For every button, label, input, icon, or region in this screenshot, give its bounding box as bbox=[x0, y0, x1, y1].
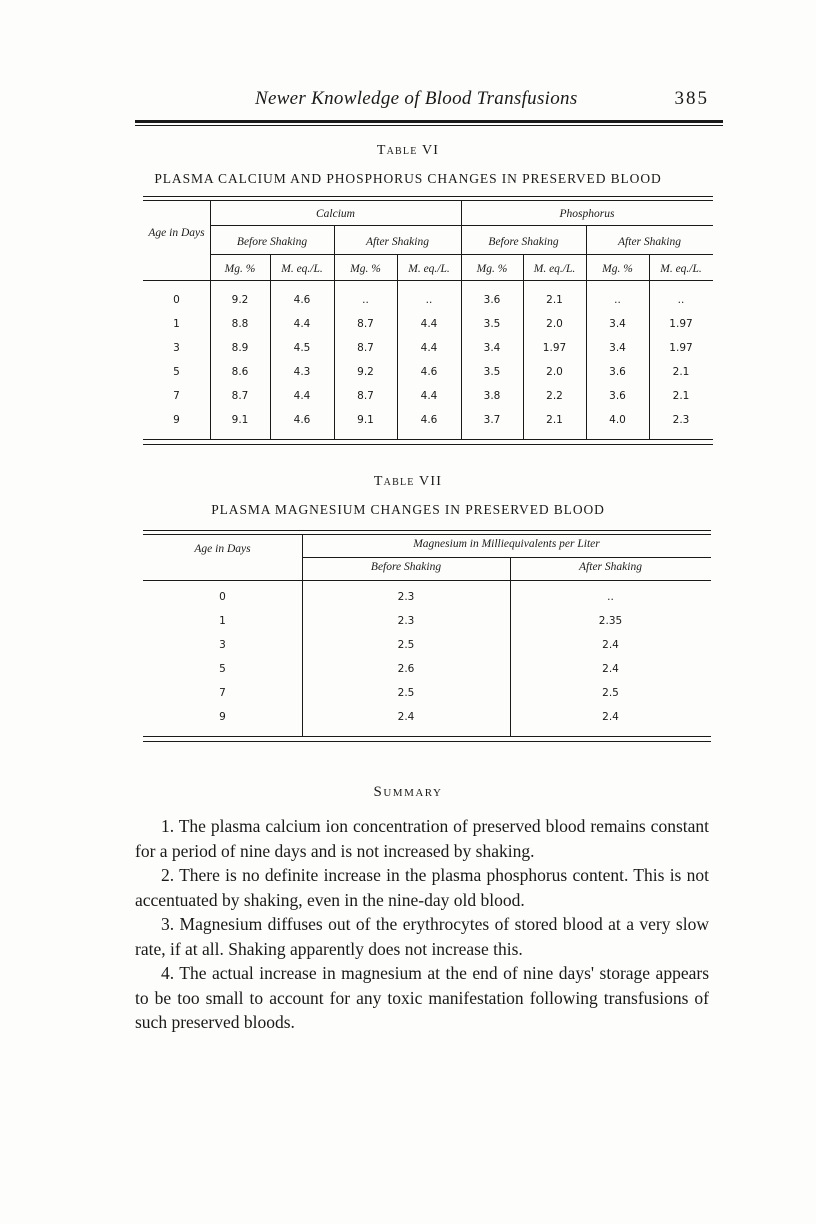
unit-header: Mg. % bbox=[476, 263, 508, 275]
age-cell: 9 bbox=[173, 414, 180, 426]
value-cell: .. bbox=[362, 294, 369, 306]
summary-paragraph: 3. Magnesium diffuses out of the erythrocytes of stored blood at a very slow rate, if at all. Shaking apparently does not increase this. bbox=[135, 914, 709, 959]
subgroup-header: Before Shaking bbox=[370, 561, 442, 573]
value-cell: 3.7 bbox=[483, 414, 501, 426]
value-cell: 2.4 bbox=[397, 711, 415, 723]
age-cell: 5 bbox=[219, 663, 226, 675]
value-cell: 9.1 bbox=[357, 414, 374, 426]
header-rule-thin bbox=[135, 125, 723, 126]
value-cell: 2.5 bbox=[397, 687, 415, 699]
value-cell: 2.3 bbox=[672, 414, 690, 426]
value-cell: 2.3 bbox=[397, 615, 415, 627]
age-cell: 5 bbox=[173, 366, 180, 378]
value-cell: 4.5 bbox=[293, 342, 311, 354]
rule bbox=[143, 196, 713, 197]
value-cell: 4.6 bbox=[420, 366, 438, 378]
rule bbox=[143, 444, 713, 445]
table6-title: PLASMA CALCIUM AND PHOSPHORUS CHANGES IN PRESERVED BLOOD bbox=[154, 171, 662, 186]
group-header: Phosphorus bbox=[559, 208, 615, 220]
value-cell: 9.1 bbox=[231, 414, 249, 426]
subgroup-header: Before Shaking bbox=[236, 236, 308, 248]
subgroup-header: Before Shaking bbox=[488, 236, 559, 248]
rule bbox=[143, 580, 711, 581]
table7-label: Table VII bbox=[373, 474, 443, 489]
value-cell: 1.97 bbox=[669, 342, 693, 354]
subgroup-header: After Shaking bbox=[579, 561, 642, 573]
age-cell: 0 bbox=[219, 591, 226, 603]
value-cell: 3.5 bbox=[483, 366, 501, 378]
rule bbox=[302, 557, 711, 558]
age-cell: 9 bbox=[219, 711, 226, 723]
age-cell: 7 bbox=[173, 390, 180, 402]
unit-header: M. eq./L. bbox=[408, 263, 450, 275]
value-cell: 1.97 bbox=[542, 342, 567, 354]
rule bbox=[143, 741, 711, 742]
summary-paragraph: 2. There is no definite increase in the plasma phosphorus content. This is not accentuated by shaking, even in the nine-day old blood. bbox=[135, 865, 709, 910]
value-cell: 2.1 bbox=[672, 366, 690, 378]
rule bbox=[143, 200, 713, 201]
age-cell: 1 bbox=[219, 615, 226, 627]
running-title: Newer Knowledge of Blood Transfusions bbox=[255, 88, 578, 109]
value-cell: 2.0 bbox=[546, 318, 563, 330]
value-cell: 8.6 bbox=[231, 366, 249, 378]
value-cell: 8.7 bbox=[357, 342, 374, 354]
rule bbox=[143, 736, 711, 737]
value-cell: 8.7 bbox=[357, 390, 374, 402]
unit-header: Mg. % bbox=[350, 263, 381, 275]
value-cell: 4.6 bbox=[293, 294, 311, 306]
value-cell: 2.4 bbox=[602, 711, 619, 723]
value-cell: 2.5 bbox=[397, 639, 415, 651]
table7 bbox=[143, 530, 711, 746]
age-cell: 3 bbox=[219, 639, 226, 651]
value-cell: 4.4 bbox=[420, 318, 438, 330]
value-cell: 9.2 bbox=[357, 366, 374, 378]
value-cell: 3.6 bbox=[483, 294, 501, 306]
value-cell: 4.0 bbox=[609, 414, 626, 426]
value-cell: 3.6 bbox=[609, 366, 626, 378]
value-cell: 2.4 bbox=[602, 639, 619, 651]
value-cell: 4.3 bbox=[293, 366, 311, 378]
value-cell: 2.1 bbox=[546, 414, 563, 426]
rule bbox=[334, 225, 335, 439]
value-cell: 2.3 bbox=[397, 591, 415, 603]
group-header: Magnesium in Milliequivalents per Liter bbox=[413, 538, 600, 550]
unit-header: M. eq./L. bbox=[660, 263, 702, 275]
value-cell: 3.8 bbox=[483, 390, 501, 402]
value-cell: 2.35 bbox=[598, 615, 623, 627]
value-cell: 1.97 bbox=[669, 318, 693, 330]
table7-title: PLASMA MAGNESIUM CHANGES IN PRESERVED BLOOD bbox=[211, 502, 605, 517]
age-cell: 1 bbox=[173, 318, 180, 330]
unit-header: M. eq./L. bbox=[533, 263, 576, 275]
running-header bbox=[135, 88, 723, 118]
unit-header: M. eq./L. bbox=[281, 263, 323, 275]
value-cell: 3.4 bbox=[483, 342, 501, 354]
unit-header: Mg. % bbox=[602, 263, 633, 275]
rule bbox=[143, 439, 713, 440]
summary-paragraph: 1. The plasma calcium ion concentration of preserved blood remains constant for a period of nine days and is not increased by shaking. bbox=[135, 816, 709, 861]
value-cell: .. bbox=[614, 294, 621, 306]
value-cell: .. bbox=[677, 294, 685, 306]
value-cell: 2.0 bbox=[546, 366, 563, 378]
age-cell: 3 bbox=[173, 342, 180, 354]
value-cell: 4.4 bbox=[293, 390, 311, 402]
rule bbox=[143, 534, 711, 535]
rule bbox=[586, 225, 587, 439]
value-cell: 8.7 bbox=[357, 318, 374, 330]
age-header: Age in Days bbox=[194, 543, 251, 555]
value-cell: 2.4 bbox=[602, 663, 619, 675]
value-cell: 3.4 bbox=[609, 318, 626, 330]
unit-header: Mg. % bbox=[224, 263, 256, 275]
value-cell: 8.8 bbox=[231, 318, 249, 330]
table6-label: Table VI bbox=[376, 143, 440, 158]
value-cell: 3.4 bbox=[609, 342, 626, 354]
age-header: Age in Days bbox=[148, 227, 205, 239]
subgroup-header: After Shaking bbox=[366, 236, 429, 248]
value-cell: 2.6 bbox=[397, 663, 415, 675]
value-cell: 4.4 bbox=[420, 342, 438, 354]
value-cell: .. bbox=[425, 294, 433, 306]
age-cell: 7 bbox=[219, 687, 226, 699]
value-cell: 8.9 bbox=[231, 342, 249, 354]
value-cell: 4.4 bbox=[420, 390, 438, 402]
page-number: 385 bbox=[674, 88, 709, 109]
rule bbox=[143, 530, 711, 531]
subgroup-header: After Shaking bbox=[618, 236, 681, 248]
group-header: Calcium bbox=[316, 208, 355, 220]
value-cell: 4.6 bbox=[420, 414, 438, 426]
header-rule bbox=[135, 120, 723, 123]
value-cell: .. bbox=[607, 591, 614, 603]
value-cell: 8.7 bbox=[231, 390, 249, 402]
table6 bbox=[143, 196, 713, 448]
value-cell: 2.5 bbox=[602, 687, 619, 699]
value-cell: 2.1 bbox=[546, 294, 563, 306]
summary-heading: Summary bbox=[373, 784, 443, 800]
value-cell: 2.2 bbox=[546, 390, 563, 402]
value-cell: 4.6 bbox=[293, 414, 311, 426]
rule bbox=[143, 280, 713, 281]
age-cell: 0 bbox=[173, 294, 180, 306]
value-cell: 4.4 bbox=[293, 318, 311, 330]
value-cell: 3.6 bbox=[609, 390, 626, 402]
summary-paragraph: 4. The actual increase in magnesium at the end of nine days' storage appears to be too small to account for any toxic manifestation following transfusions of such preserved bloods. bbox=[135, 963, 709, 1032]
value-cell: 3.5 bbox=[483, 318, 501, 330]
value-cell: 2.1 bbox=[672, 390, 690, 402]
value-cell: 9.2 bbox=[231, 294, 249, 306]
summary-body bbox=[135, 814, 709, 1035]
